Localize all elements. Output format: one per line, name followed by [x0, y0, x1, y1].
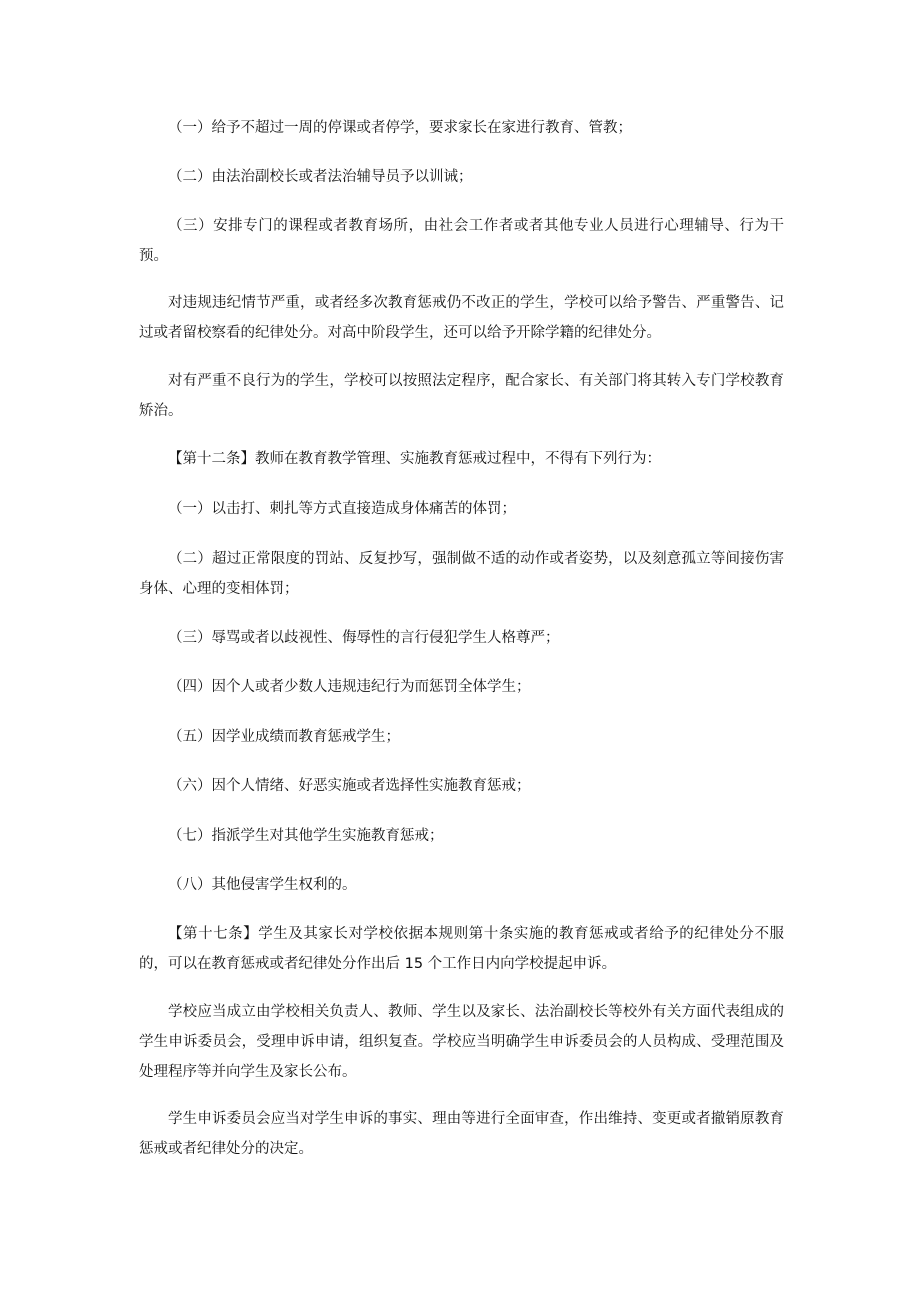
paragraph-6: 【第十二条】教师在教育教学管理、实施教育惩戒过程中，不得有下列行为： [168, 451, 661, 467]
paragraph-7: （一）以击打、刺扎等方式直接造成身体痛苦的体罚； [168, 501, 516, 517]
paragraph-15: 【第十七条】学生及其家长对学校依据本规则第十条实施的教育惩戒或者给予的纪律处分不服的，可以在教育惩戒或者纪律处分作出后 15 个工作日内向学校提起申诉。 [139, 926, 784, 972]
paragraph-8: （二）超过正常限度的罚站、反复抄写，强制做不适的动作或者姿势，以及刻意孤立等间接伤害身体、心理的变相体罚； [139, 551, 784, 597]
paragraph-13: （七）指派学生对其他学生实施教育惩戒； [168, 828, 444, 844]
paragraph-3: （三）安排专门的课程或者教育场所，由社会工作者或者其他专业人员进行心理辅导、行为干预。 [139, 218, 784, 264]
paragraph-2: （二）由法治副校长或者法治辅导员予以训诫； [168, 169, 473, 185]
paragraph-16: 学校应当成立由学校相关负责人、教师、学生以及家长、法治副校长等校外有关方面代表组成的学生申诉委员会，受理申诉申请，组织复查。学校应当明确学生申诉委员会的人员构成、受理范围及处理程序等并向学生及家长公布。 [139, 1004, 784, 1080]
paragraph-1: （一）给予不超过一周的停课或者停学，要求家长在家进行教育、管教； [168, 120, 632, 136]
paragraph-14: （八）其他侵害学生权利的。 [168, 877, 357, 893]
paragraph-12: （六）因个人情绪、好恶实施或者选择性实施教育惩戒； [168, 778, 531, 794]
paragraph-17: 学生申诉委员会应当对学生申诉的事实、理由等进行全面审查，作出维持、变更或者撤销原教育惩戒或者纪律处分的决定。 [139, 1111, 784, 1157]
paragraph-10: （四）因个人或者少数人违规违纪行为而惩罚全体学生； [168, 679, 531, 695]
paragraph-4: 对违规违纪情节严重，或者经多次教育惩戒仍不改正的学生，学校可以给予警告、严重警告、记过或者留校察看的纪律处分。对高中阶段学生，还可以给予开除学籍的纪律处分。 [139, 295, 784, 341]
paragraph-11: （五）因学业成绩而教育惩戒学生； [168, 729, 400, 745]
paragraph-9: （三）辱骂或者以歧视性、侮辱性的言行侵犯学生人格尊严； [168, 630, 560, 646]
paragraph-5: 对有严重不良行为的学生，学校可以按照法定程序，配合家长、有关部门将其转入专门学校教育矫治。 [139, 373, 784, 419]
